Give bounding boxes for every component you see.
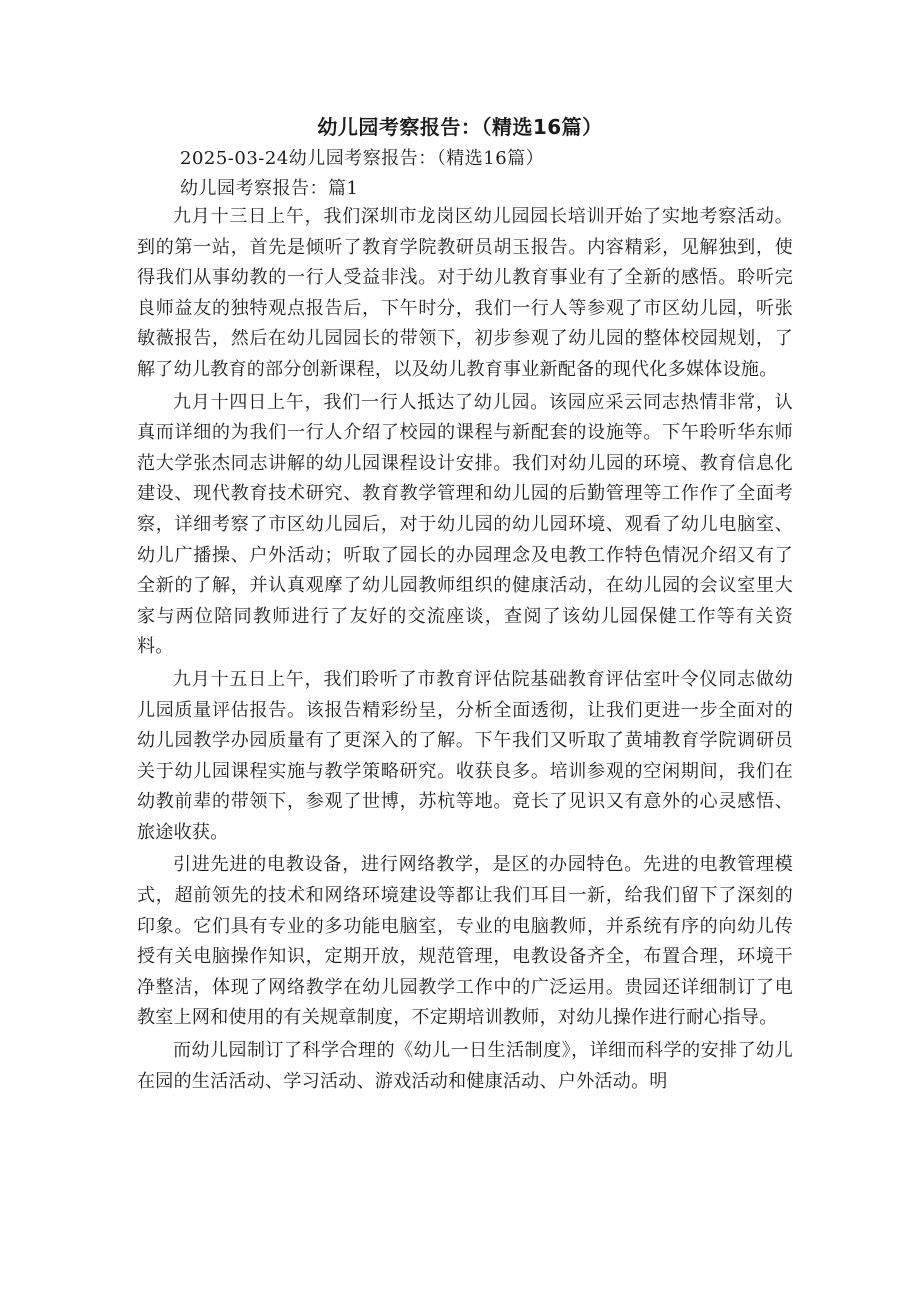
- paragraph-2: 九月十四日上午，我们一行人抵达了幼儿园。该园应采云同志热情非常，认真而详细的为我们一行人介绍了校园的课程与新配套的设施等。下午聆听华东师范大学张杰同志讲解的幼儿园课程设计安排。我们对幼儿园的环境、教育信息化建设、现代教育技术研究、教育教学管理和幼儿园的后勤管理等工作作了全面考察，详细考察了市区幼儿园后，对于幼儿园的幼儿园环境、观看了幼儿电脑室、幼儿广播操、户外活动；听取了园长的办园理念及电教工作特色情况介绍又有了全新的了解，并认真观摩了幼儿园教师组织的健康活动，在幼儿园的会议室里大家与两位陪同教师进行了友好的交流座谈，查阅了该幼儿园保健工作等有关资料。: [137, 391, 793, 658]
- document-title: 幼儿园考察报告：（精选16篇）: [317, 115, 603, 139]
- document-body: [137, 202, 793, 1097]
- date-line: 2025-03-24幼儿园考察报告：（精选16篇）: [180, 148, 545, 169]
- paragraph-4: 引进先进的电教设备，进行网络教学，是区的办园特色。先进的电教管理模式，超前领先的技术和网络环境建设等都让我们耳目一新，给我们留下了深刻的印象。它们具有专业的多功能电脑室，专业的电脑教师，并系统有序的向幼儿传授有关电脑操作知识，定期开放，规范管理，电教设备齐全，布置合理，环境干净整洁，体现了网络教学在幼儿园教学工作中的广泛运用。贵园还详细制订了电教室上网和使用的有关规章制度，不定期培训教师，对幼儿操作进行耐心指导。: [137, 854, 793, 1029]
- paragraph-1: 九月十三日上午，我们深圳市龙岗区幼儿园园长培训开始了实地考察活动。到的第一站，首先是倾听了教育学院教研员胡玉报告。内容精彩，见解独到，使得我们从事幼教的一行人受益非浅。对于幼儿教育事业有了全新的感悟。聆听完良师益友的独特观点报告后，下午时分，我们一行人等参观了市区幼儿园，听张敏薇报告，然后在幼儿园园长的带领下，初步参观了幼儿园的整体校园规划，了解了幼儿教育的部分创新课程，以及幼儿教育事业新配备的现代化多媒体设施。: [137, 206, 793, 380]
- paragraph-3: 九月十五日上午，我们聆听了市教育评估院基础教育评估室叶令仪同志做幼儿园质量评估报告。该报告精彩纷呈，分析全面透彻，让我们更进一步全面对的幼儿园教学办园质量有了更深入的了解。下午我们又听取了黄埔教育学院调研员关于幼儿园课程实施与教学策略研究。收获良多。培训参观的空闲期间，我们在幼教前辈的带领下，参观了世博，苏杭等地。竟长了见识又有意外的心灵感悟、旅途收获。: [137, 668, 793, 843]
- paragraph-5: 而幼儿园制订了科学合理的《幼儿一日生活制度》，详细而科学的安排了幼儿在园的生活活动、学习活动、游戏活动和健康活动、户外活动。明: [137, 1040, 793, 1092]
- section-heading: 幼儿园考察报告：篇1: [180, 178, 359, 199]
